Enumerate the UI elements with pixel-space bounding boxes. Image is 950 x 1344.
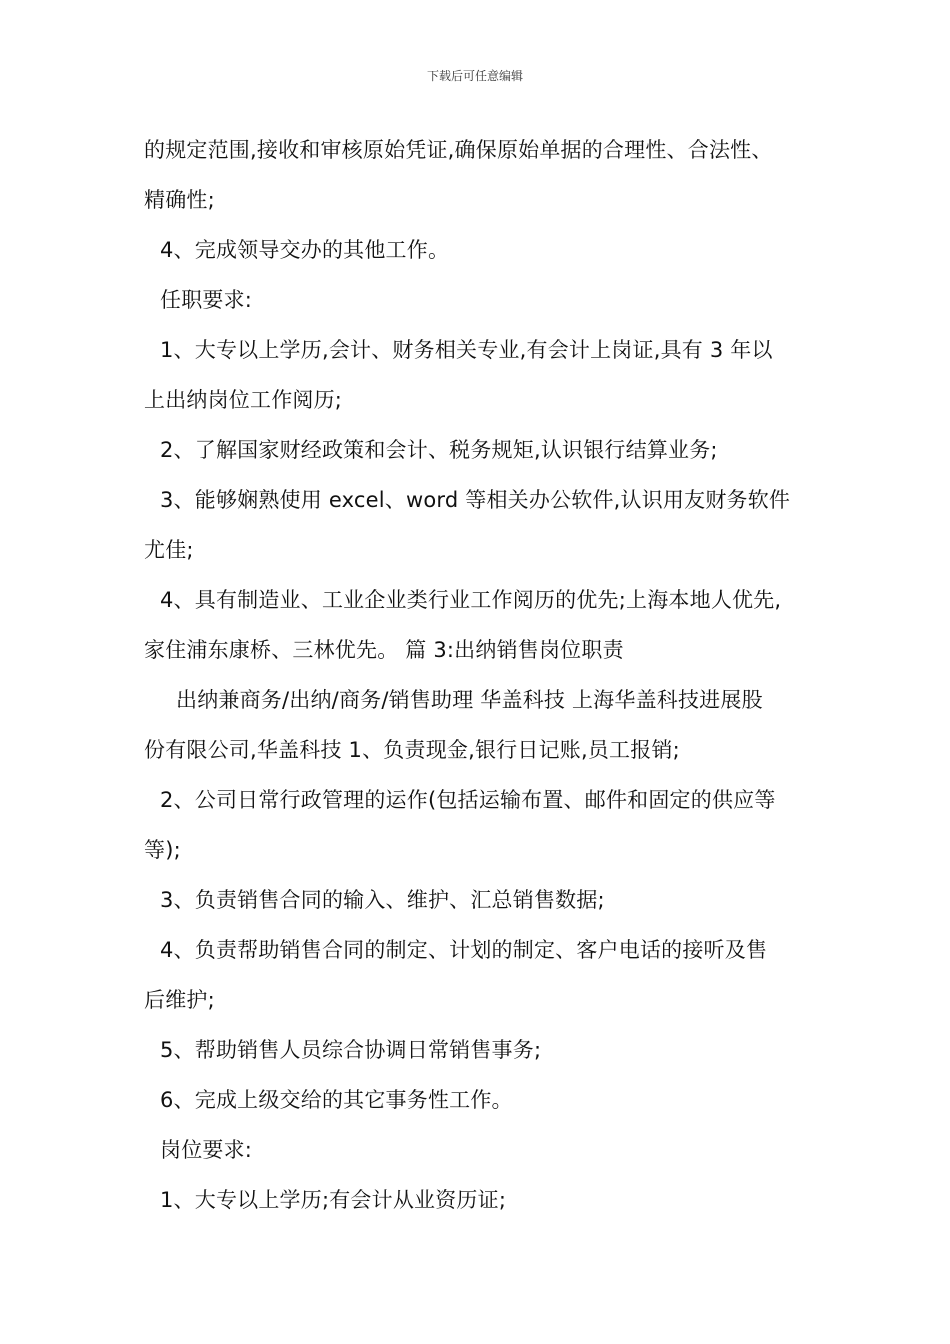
text-line: 2、了解国家财经政策和会计、税务规矩,认识银行结算业务; [160, 438, 718, 462]
text-line: 后维护; [144, 988, 215, 1012]
text-line: 4、具有制造业、工业企业类行业工作阅历的优先;上海本地人优先, [160, 588, 782, 612]
text-line: 5、帮助销售人员综合协调日常销售事务; [160, 1038, 542, 1062]
text-line: 6、完成上级交给的其它事务性工作。 [160, 1088, 513, 1112]
section-heading: 岗位要求: [160, 1138, 253, 1162]
text-line: 的规定范围,接收和审核原始凭证,确保原始单据的合理性、合法性、 [144, 138, 773, 162]
text-line: 4、负责帮助销售合同的制定、计划的制定、客户电话的接听及售 [160, 938, 768, 962]
text-line: 尤佳; [144, 538, 194, 562]
text-line: 2、公司日常行政管理的运作(包括运输布置、邮件和固定的供应等 [160, 788, 776, 812]
text-line: 等); [144, 838, 181, 862]
text-line: 家住浦东康桥、三林优先。 篇 3:出纳销售岗位职责 [144, 638, 624, 662]
text-line: 4、完成领导交办的其他工作。 [160, 238, 450, 262]
text-line: 3、能够娴熟使用 excel、word 等相关办公软件,认识用友财务软件 [160, 488, 791, 512]
text-line: 份有限公司,华盖科技 1、负责现金,银行日记账,员工报销; [144, 738, 680, 762]
text-line: 上出纳岗位工作阅历; [144, 388, 343, 412]
text-line: 出纳兼商务/出纳/商务/销售助理 华盖科技 上海华盖科技进展股 [176, 688, 763, 712]
text-line: 精确性; [144, 188, 215, 212]
text-line: 1、大专以上学历;有会计从业资历证; [160, 1188, 507, 1212]
text-line: 3、负责销售合同的输入、维护、汇总销售数据; [160, 888, 605, 912]
page-header-note: 下载后可任意编辑 [426, 69, 523, 83]
section-heading: 任职要求: [160, 288, 253, 312]
text-line: 1、大专以上学历,会计、财务相关专业,有会计上岗证,具有 3 年以 [160, 338, 773, 362]
